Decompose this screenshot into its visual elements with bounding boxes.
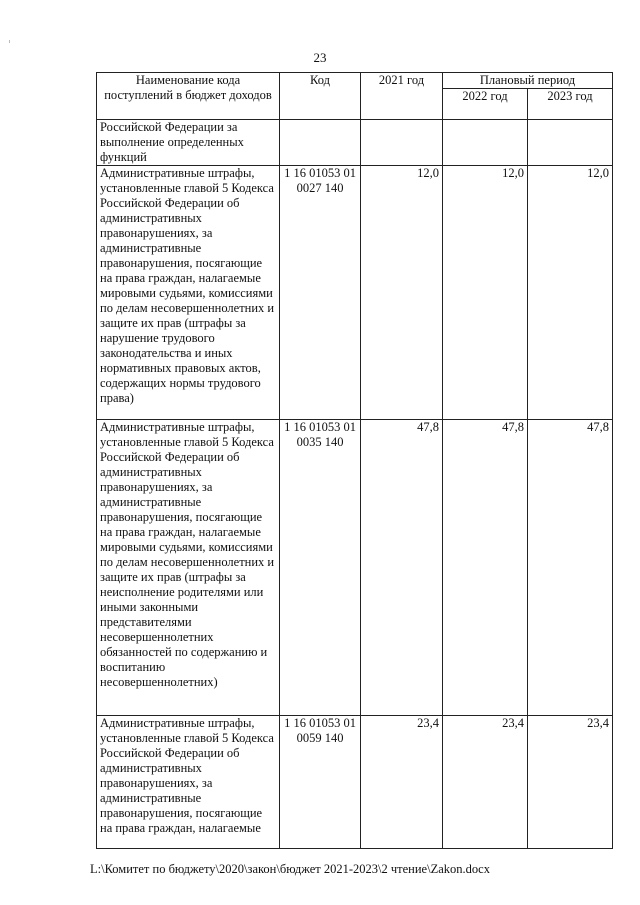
table-row xyxy=(97,166,613,420)
row-code: 1 16 01053 01 0059 140 xyxy=(280,716,361,849)
row-value-2021: 23,4 xyxy=(361,716,443,849)
row-value-2022: 12,0 xyxy=(443,166,528,420)
continued-code xyxy=(280,120,361,166)
header-2021: 2021 год xyxy=(361,73,443,120)
continued-2021 xyxy=(361,120,443,166)
header-row-1 xyxy=(97,73,613,89)
scan-mark xyxy=(9,40,10,43)
page-number: 23 xyxy=(313,50,327,65)
header-2023: 2023 год xyxy=(528,89,613,120)
table-row xyxy=(97,420,613,716)
row-value-2023: 23,4 xyxy=(528,716,613,849)
row-name: Административные штрафы, установленные главой 5 Кодекса Российской Федерации об административных правонарушениях, за административные правонарушения, посягающие на права граждан, налагаемые xyxy=(97,716,280,849)
header-name: Наименование кода поступлений в бюджет доходов xyxy=(97,73,280,120)
row-value-2023: 12,0 xyxy=(528,166,613,420)
row-value-2022: 23,4 xyxy=(443,716,528,849)
header-planned-period: Плановый период xyxy=(443,73,613,89)
row-value-2021: 47,8 xyxy=(361,420,443,716)
row-code: 1 16 01053 01 0035 140 xyxy=(280,420,361,716)
table-row xyxy=(97,716,613,849)
continued-2022 xyxy=(443,120,528,166)
revenue-table xyxy=(96,72,613,849)
row-name: Административные штрафы, установленные главой 5 Кодекса Российской Федерации об административных правонарушениях, за административные правонарушения, посягающие на права граждан, налагаемые мировыми судьями, комиссиями по делам несовершеннолетних и защите их прав (штрафы за неисполнение родителями или иными законными представителями несовершеннолетних обязанностей по содержанию и воспитанию несовершеннолетних) xyxy=(97,420,280,716)
continued-name: Российской Федерации за выполнение определенных функций xyxy=(97,120,280,166)
header-2022: 2022 год xyxy=(443,89,528,120)
row-value-2023: 47,8 xyxy=(528,420,613,716)
table-row-continued xyxy=(97,120,613,166)
row-value-2021: 12,0 xyxy=(361,166,443,420)
header-code: Код xyxy=(280,73,361,120)
row-name: Административные штрафы, установленные главой 5 Кодекса Российской Федерации об административных правонарушениях, за административные правонарушения, посягающие на права граждан, налагаемые мировыми судьями, комиссиями по делам несовершеннолетних и защите их прав (штрафы за нарушение трудового законодательства и иных нормативных правовых актов, содержащих нормы трудового права) xyxy=(97,166,280,420)
continued-2023 xyxy=(528,120,613,166)
footer-file-path: L:\Комитет по бюджету\2020\закон\бюджет 2021-2023\2 чтение\Zakon.docx xyxy=(90,862,490,876)
row-value-2022: 47,8 xyxy=(443,420,528,716)
row-code: 1 16 01053 01 0027 140 xyxy=(280,166,361,420)
